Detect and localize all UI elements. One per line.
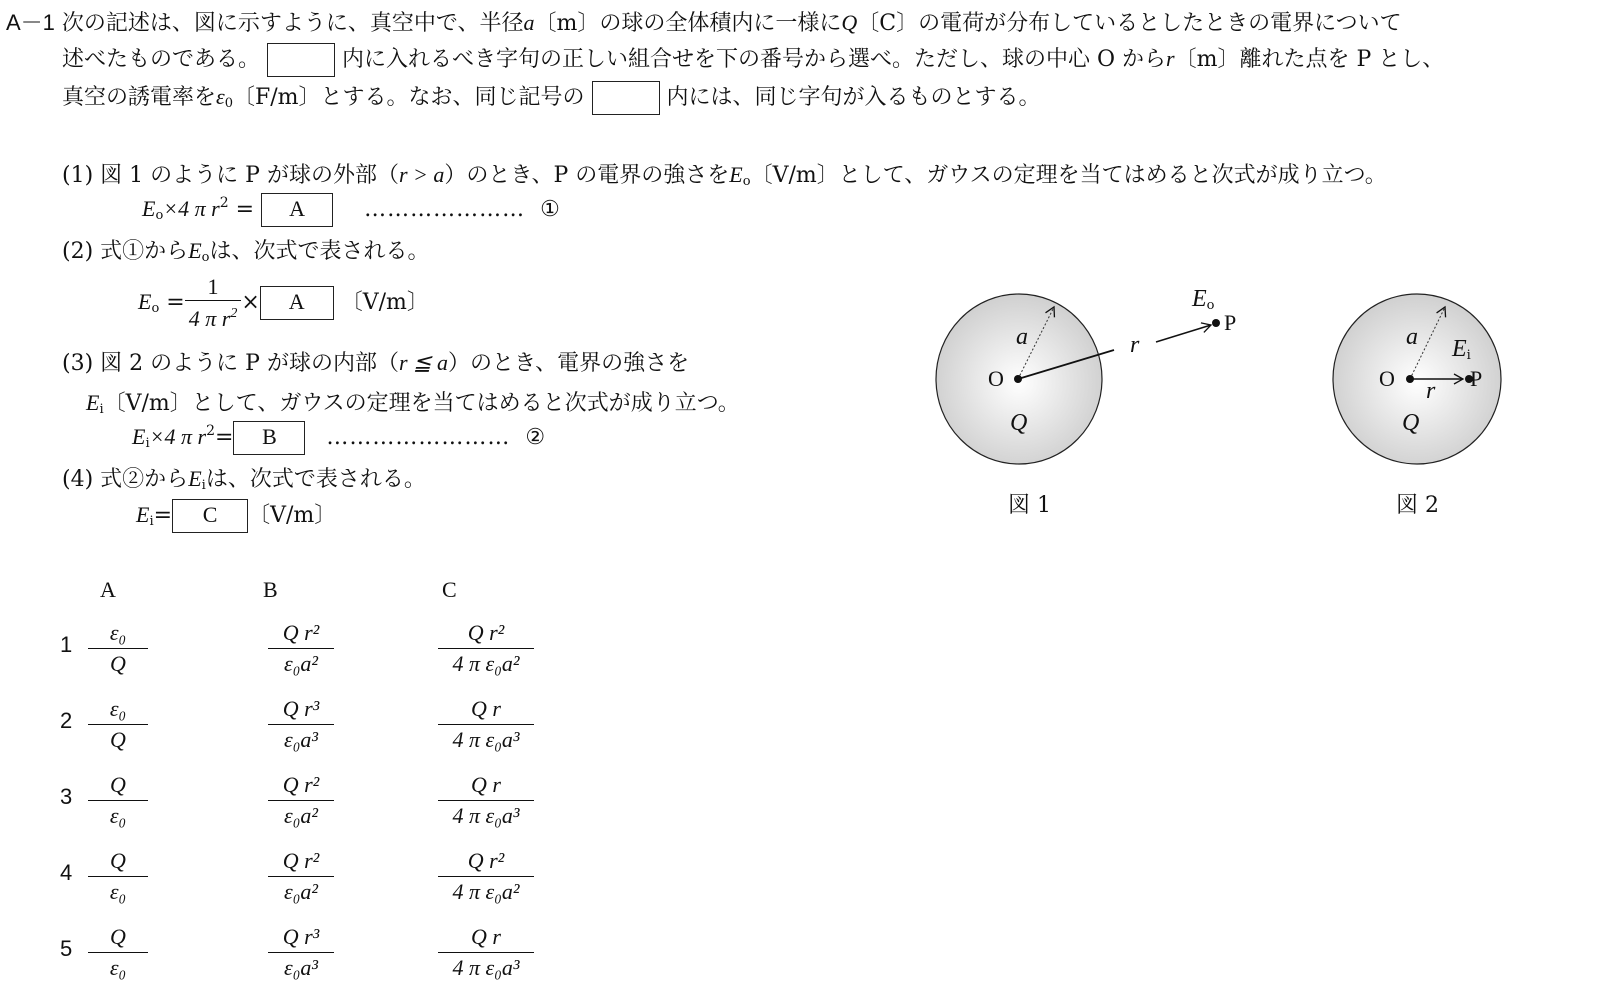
denominator: 4 π ε₀a³ — [438, 724, 534, 755]
blank-box — [267, 43, 335, 77]
question-intro-line2 — [62, 42, 1444, 77]
denominator-text: 4 π r — [188, 306, 231, 331]
equals: = — [166, 290, 185, 315]
numerator: Q r — [471, 696, 501, 721]
leader-dots: …………………… — [326, 425, 511, 450]
subscript: i — [149, 514, 154, 529]
fig2-caption: 図 2 — [1396, 493, 1439, 518]
numerator: Q r² — [282, 772, 320, 797]
fig1-point-label: P — [1224, 310, 1237, 335]
option-number[interactable]: 3 — [60, 784, 73, 809]
var-a: a — [523, 10, 535, 35]
option-1-c — [438, 618, 534, 679]
equation-2 — [138, 274, 429, 332]
intro-text: 〔m〕の球の全体積内に一様に — [534, 11, 842, 36]
option-3-c — [438, 770, 534, 831]
blank-box-c: C — [172, 499, 248, 533]
subscript: o — [742, 174, 751, 189]
var-e: E — [1452, 336, 1467, 362]
var-r: r — [1166, 46, 1175, 71]
option-1-a — [88, 618, 148, 679]
equation-marker: ② — [525, 425, 546, 450]
figure-1 — [936, 294, 1220, 464]
intro-text: 内に入れるべき字句の正しい組合せを下の番号から選べ。ただし、球の中心 O から — [342, 47, 1167, 72]
intro-text: 述べたものである。 — [62, 47, 261, 72]
step-label: (1) — [62, 163, 94, 188]
var-e: E — [188, 238, 202, 263]
step-1 — [62, 158, 1387, 189]
equation-1 — [142, 193, 560, 227]
unit: 〔V/m〕 — [248, 503, 337, 528]
question-intro-line3 — [62, 80, 1041, 115]
var-e: E — [1192, 286, 1207, 312]
subscript: i — [1466, 348, 1471, 363]
condition: r > a — [398, 162, 445, 187]
denominator: ε₀a³ — [268, 952, 334, 983]
option-4-c — [438, 846, 534, 907]
denominator: Q — [88, 724, 148, 755]
numerator: Q r² — [467, 620, 505, 645]
denominator: 4 π ε₀a³ — [438, 952, 534, 983]
center-dot — [1406, 375, 1414, 383]
fig1-distance-label: r — [1130, 332, 1140, 358]
numerator: ε₀ — [109, 696, 127, 721]
denominator: ε₀a² — [268, 876, 334, 907]
denominator: ε₀ — [88, 952, 148, 983]
fig2-radius-label: a — [1406, 324, 1418, 350]
subscript: o — [155, 208, 164, 223]
step-text: 式②から — [100, 467, 189, 492]
option-4-a — [88, 846, 148, 907]
fraction — [185, 274, 242, 332]
var-e: E — [136, 502, 150, 527]
intro-text: 〔C〕の電荷が分布しているとしたときの電界について — [857, 11, 1402, 36]
numerator: Q — [110, 772, 126, 797]
denominator: ε₀a³ — [268, 724, 334, 755]
step-text: 図 1 のように P が球の外部（ — [100, 163, 399, 188]
condition: r ≦ a — [398, 350, 448, 375]
fig1-caption: 図 1 — [1008, 493, 1051, 518]
option-4-b — [268, 846, 334, 907]
leader-dots: ………………… — [364, 197, 526, 222]
blank-box-a: A — [260, 286, 334, 320]
denominator: 4 π ε₀a² — [438, 876, 534, 907]
field-arrow — [1156, 325, 1211, 342]
numerator: 1 — [207, 274, 219, 299]
subscript: i — [201, 478, 206, 493]
blank-box — [592, 81, 660, 115]
step-text: は、次式で表される。 — [205, 467, 426, 492]
question-intro-line1 — [6, 6, 1402, 37]
subscript: 0 — [224, 96, 233, 111]
header-a: A — [100, 577, 116, 602]
step-text: 〔V/m〕として、ガウスの定理を当てはめると次式が成り立つ。 — [103, 391, 740, 416]
blank-box-a: A — [261, 193, 333, 227]
numerator: Q r³ — [282, 696, 320, 721]
step-text: 〔V/m〕として、ガウスの定理を当てはめると次式が成り立つ。 — [750, 163, 1387, 188]
equals: = — [214, 425, 234, 450]
step-text: ）のとき、電界の強さを — [447, 351, 690, 376]
step-label: (2) — [62, 239, 94, 264]
equation-marker: ① — [540, 197, 560, 222]
var-e: E — [729, 162, 743, 187]
question-number: A－1 — [6, 10, 55, 35]
numerator: Q r³ — [282, 924, 320, 949]
header-c: C — [442, 577, 457, 602]
denominator: ε₀ — [88, 800, 148, 831]
superscript: 2 — [206, 423, 215, 439]
step-text: 図 2 のように P が球の内部（ — [100, 351, 399, 376]
option-number[interactable]: 4 — [60, 860, 73, 885]
step-3 — [62, 346, 689, 377]
fig2-field-label — [1452, 336, 1471, 363]
numerator: Q r — [471, 772, 501, 797]
option-1-b — [268, 618, 334, 679]
subscript: o — [151, 301, 160, 316]
fig2-charge-label: Q — [1402, 410, 1420, 436]
equation-lhs: ×4 π r — [149, 424, 207, 449]
option-number[interactable]: 1 — [60, 632, 73, 657]
option-3-a — [88, 770, 148, 831]
numerator: Q r² — [467, 848, 505, 873]
times: × — [241, 290, 260, 315]
denominator: ε₀a² — [268, 800, 334, 831]
intro-text: 〔m〕離れた点を P とし、 — [1174, 47, 1445, 72]
step-label: (4) — [62, 467, 94, 492]
subscript: i — [99, 402, 104, 417]
numerator: ε₀ — [109, 620, 127, 645]
fig1-radius-label: a — [1016, 324, 1028, 350]
step-text: ）のとき、P の電界の強さを — [444, 163, 730, 188]
denominator: 4 π ε₀a² — [438, 648, 534, 679]
option-number[interactable]: 5 — [60, 936, 73, 961]
fig1-charge-label: Q — [1010, 410, 1028, 436]
subscript: i — [145, 436, 150, 451]
unit: 〔V/m〕 — [340, 290, 429, 315]
subscript: o — [1206, 298, 1215, 313]
option-5-c — [438, 922, 534, 983]
var-e: E — [142, 196, 156, 221]
header-b: B — [263, 577, 278, 602]
fig1-center-label: O — [988, 366, 1004, 391]
option-2-a — [88, 694, 148, 755]
fig2-distance-label: r — [1426, 378, 1436, 404]
step-label: (3) — [62, 351, 94, 376]
intro-text: 〔F/m〕とする。なお、同じ記号の — [232, 85, 585, 110]
var-q: Q — [841, 10, 858, 35]
subscript: o — [201, 250, 210, 265]
step-2 — [62, 234, 429, 265]
option-2-c — [438, 694, 534, 755]
denominator: ε₀a² — [268, 648, 334, 679]
var-epsilon: ε — [216, 84, 225, 109]
option-5-a — [88, 922, 148, 983]
intro-text: 次の記述は、図に示すように、真空中で、半径 — [61, 11, 524, 36]
option-5-b — [268, 922, 334, 983]
superscript: 2 — [230, 306, 238, 321]
step-text: 式①から — [100, 239, 189, 264]
intro-text: 内には、同じ字句が入るものとする。 — [666, 85, 1041, 110]
numerator: Q — [110, 848, 126, 873]
superscript: 2 — [219, 195, 229, 211]
numerator: Q r² — [282, 848, 320, 873]
denominator: Q — [88, 648, 148, 679]
step-text: は、次式で表される。 — [209, 239, 430, 264]
numerator: Q r — [471, 924, 501, 949]
denominator — [185, 300, 242, 332]
denominator: 4 π ε₀a³ — [438, 800, 534, 831]
var-e: E — [132, 424, 146, 449]
equation-4 — [136, 498, 336, 533]
var-e: E — [86, 390, 100, 415]
center-dot — [1014, 375, 1022, 383]
option-number[interactable]: 2 — [60, 708, 73, 733]
denominator: ε₀ — [88, 876, 148, 907]
equation-lhs: ×4 π r — [163, 196, 220, 221]
step-4 — [62, 462, 426, 493]
blank-box-b: B — [233, 421, 305, 455]
point-dot — [1212, 319, 1220, 327]
fig2-center-label: O — [1379, 366, 1395, 391]
var-e: E — [138, 289, 152, 314]
equals: = — [235, 197, 255, 222]
intro-text: 真空の誘電率を — [62, 85, 217, 110]
fig1-field-label — [1192, 286, 1215, 313]
option-2-b — [268, 694, 334, 755]
equation-3 — [132, 421, 545, 455]
numerator: Q — [110, 924, 126, 949]
step-3-cont — [86, 386, 740, 417]
fig2-point-label: P — [1470, 366, 1483, 391]
var-e: E — [188, 466, 202, 491]
equals: = — [153, 503, 173, 528]
numerator: Q r² — [282, 620, 320, 645]
option-3-b — [268, 770, 334, 831]
